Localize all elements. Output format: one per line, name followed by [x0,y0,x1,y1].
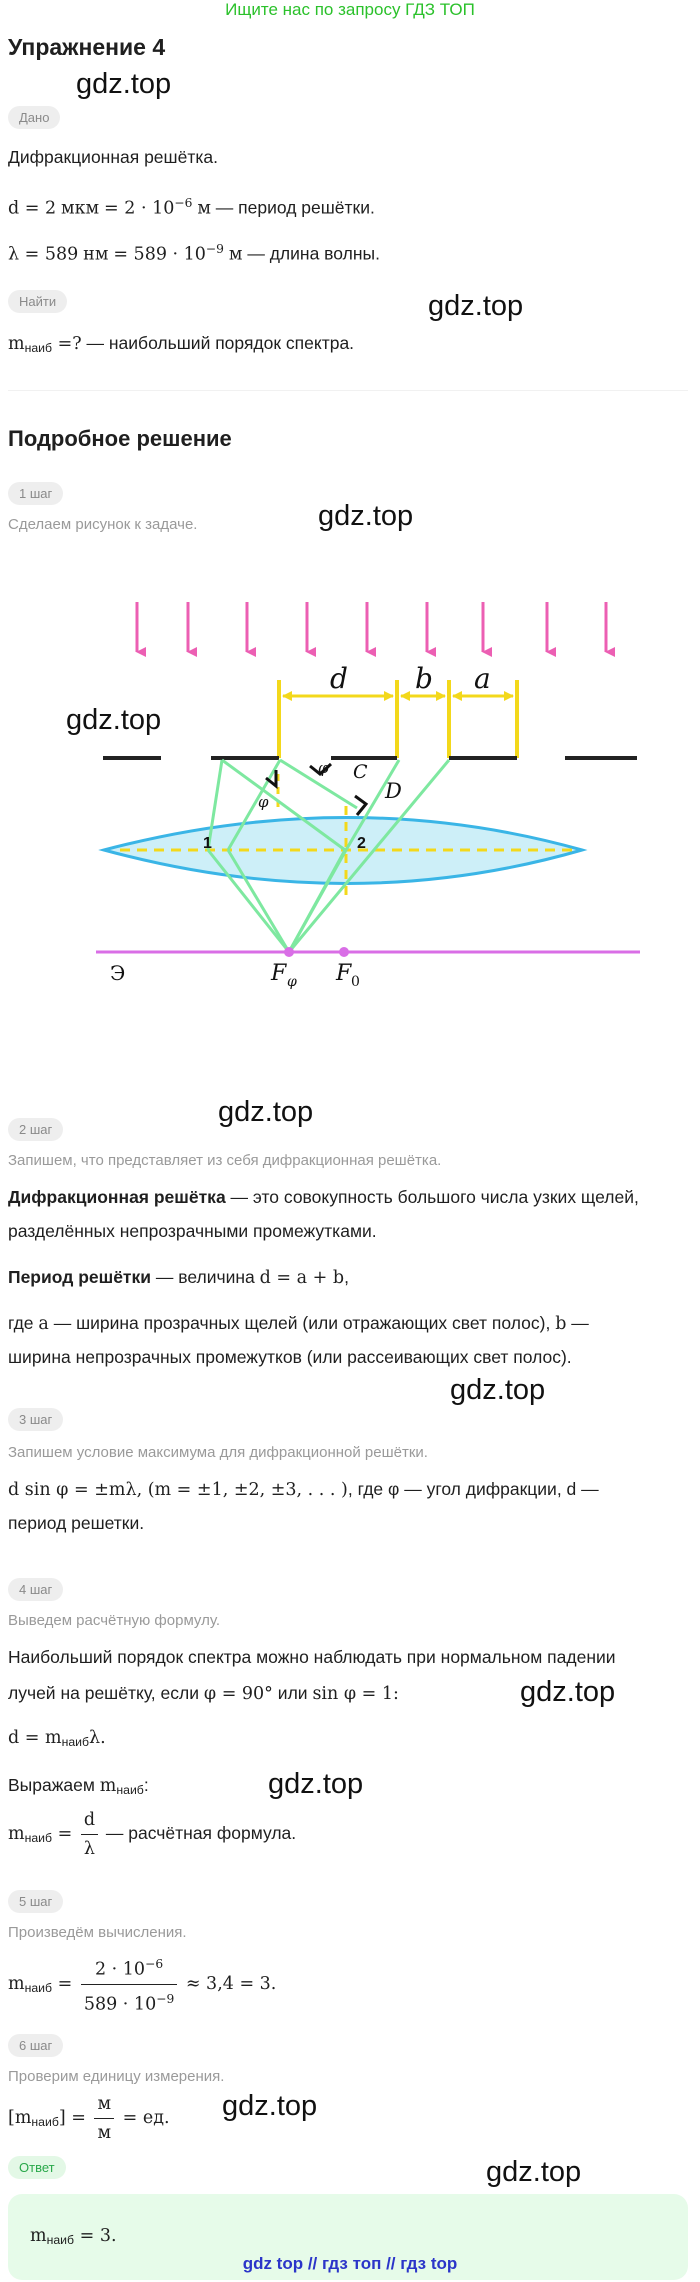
answer-tag: Ответ [8,2156,66,2179]
period-desc: — период решётки. [210,197,375,218]
eq2-num: d [81,1808,98,1835]
step2-where2: ширина непрозрачных промежутков (или рассеивающих свет полос). [8,1347,572,1367]
given-tag: Дано [8,106,60,129]
answer-sub: наиб [46,2233,75,2248]
right-angle-marks [266,764,366,815]
step5-calc [8,1952,276,2016]
label-2: 2 [357,835,366,852]
units-sub: наиб [31,2115,59,2130]
step4-eq2 [8,1808,296,1861]
watermark: gdz.top [520,1676,616,1708]
express-text: Выражаем [8,1775,100,1795]
watermark: gdz.top [268,1768,364,1800]
math-lambda: λ = 589 [8,244,79,265]
given-line1: Дифракционная решётка. [8,147,218,167]
step5-tag: 5 шаг [8,1890,63,1913]
step1-hint: Сделаем рисунок к задаче. [8,516,198,533]
watermark: gdz.top [450,1374,546,1406]
where-b-var: b [555,1314,567,1334]
where-b-text: — [566,1313,589,1333]
math-d: d = 2 [8,198,57,219]
term-grating: Дифракционная решётка [8,1187,226,1207]
find-line [8,326,354,365]
step4-express [8,1768,149,1807]
step3-tag: 3 шаг [8,1408,63,1431]
step2-where [8,1306,589,1341]
given-wavelength [8,232,380,272]
find-desc: — наибольший порядок спектра. [81,333,355,353]
term-period: Период решётки [8,1267,152,1287]
calc-den-exp: −9 [156,1991,175,2006]
units-left-end: ] [58,2108,66,2129]
label-a: a [474,662,491,695]
step3-formula-line [8,1472,599,1507]
step4-or: или [272,1683,313,1703]
label-b: b [415,662,433,695]
watermark: gdz.top [66,704,162,736]
step2-def2 [8,1260,349,1295]
step6-hint: Проверим единицу измерения. [8,2068,225,2085]
calc-num-exp: −6 [145,1957,164,1971]
step2-tag: 2 шаг [8,1118,63,1141]
eq2-eq: = [52,1824,78,1845]
unit-mkm: мкм [61,198,100,219]
def2: — величина [151,1267,260,1287]
eq2-left: m [8,1824,25,1845]
wavelength-desc: — длина волны. [242,243,380,264]
label-F-sub: φ [287,974,297,990]
find-tag: Найти [8,290,67,313]
sin-phi-1: sin φ = 1: [312,1684,399,1704]
step4-line2a: лучей на решётку, если [8,1683,204,1703]
calc-num [81,1952,177,1985]
eq2-sub: наиб [24,1831,53,1846]
answer-result: = 3. [74,2226,117,2246]
units-result: = ед. [117,2108,170,2129]
def2-math: d = a + b [259,1268,345,1288]
where-a: где [8,1313,39,1333]
calc-num-base: 2 · 10 [94,1959,146,1980]
step4-line1: Наибольший порядок спектра можно наблюдать при нормальном падении [8,1647,616,1667]
eq1a: d = m [8,1728,62,1748]
calc-den-base: 589 · 10 [83,1994,157,2015]
divider [8,390,688,391]
watermark: gdz.top [218,1096,314,1128]
unit-nm: нм [83,244,109,265]
calc-den [81,1985,177,2017]
label-D: D [385,779,402,803]
label-d: d [330,662,348,695]
grating-diagram [0,560,700,1020]
label-F: F [271,961,287,986]
focus-phi-point [284,947,294,957]
math-lambda-exp: −9 [205,242,224,256]
step2-hint: Запишем, что представляет из себя дифракционная решётка. [8,1152,442,1169]
step5-hint: Произведём вычисления. [8,1924,187,1941]
eq2-fraction [81,1808,98,1861]
max-condition: d sin φ = ±mλ, (m = ±1, ±2, ±3, . . . ) [8,1480,348,1500]
top-banner: Ищите нас по запросу ГДЗ ТОП [225,0,475,19]
given-period [8,186,375,226]
step4-eq1 [8,1720,106,1759]
unit-m: м [197,198,211,219]
answer-value [30,2218,117,2257]
watermark: gdz.top [76,68,172,100]
eq2-desc: — расчётная формула. [101,1823,297,1844]
units-fraction [94,2092,114,2145]
eq1-sub: наиб [61,1735,90,1750]
calc-sub: наиб [24,1980,53,1995]
step2-def1 [8,1180,639,1214]
step6-tag: 6 шаг [8,2034,63,2057]
units-den: м [97,2123,112,2143]
label-phi-left: φ [258,793,269,811]
incident-arrows [137,602,606,652]
math-m-sub: наиб [24,341,53,356]
step6-units [8,2092,170,2145]
unit-m2: м [228,244,243,265]
phi-90: φ = 90° [203,1684,273,1704]
step3-line2: период решетки. [8,1513,145,1533]
label-E: Э [110,961,126,985]
step3-text: , где φ — угол дифракции, d — [347,1479,599,1499]
step3-hint: Запишем условие максимума для дифракционной решётки. [8,1444,428,1461]
calc-eq: = [52,1973,78,1994]
watermark: gdz.top [486,2156,582,2188]
calc-left: m [8,1973,25,1994]
express-var: m [99,1776,117,1796]
step4-hint: Выведем расчётную формулу. [8,1612,221,1629]
label-phi-top: φ [318,759,329,777]
footer-links[interactable]: gdz top // гдз топ // гдз top [242,2254,458,2273]
calc-fraction [81,1952,177,2016]
def2-end: , [344,1267,349,1287]
math-d-exp: −6 [174,196,193,210]
math-m-rest: =? [52,334,82,354]
label-C: C [353,761,368,783]
focus-0-point [339,947,349,957]
math-lambda-mid: = 589 · 10 [113,244,206,265]
step4-tag: 4 шаг [8,1578,63,1601]
watermark: gdz.top [222,2090,318,2122]
def1a: — это совокупность большого числа узких щелей, [225,1187,639,1207]
where-a-var: a [38,1314,49,1334]
eq1b: λ. [89,1728,106,1748]
exercise-title: Упражнение 4 [8,34,166,60]
label-F0: F [336,961,352,986]
step1-tag: 1 шаг [8,482,63,505]
label-1: 1 [203,835,212,852]
units-num: м [94,2092,114,2119]
eq2-den: λ [83,1839,95,1859]
units-eq: = [65,2108,92,2129]
math-d-mid: = 2 · 10 [104,198,175,219]
express-end: : [143,1775,149,1795]
where-a-text: — ширина прозрачных щелей (или отражающих свет полос), [48,1313,556,1333]
solution-title: Подробное решение [8,426,232,451]
answer-var: m [30,2226,47,2246]
math-m: m [8,334,25,354]
express-sub: наиб [116,1783,144,1798]
watermark: gdz.top [428,290,524,322]
step4-line2 [8,1676,399,1711]
watermark: gdz.top [318,500,414,532]
step2-def1b: разделённых непрозрачными промежутками. [8,1221,377,1241]
units-left: [m [8,2108,32,2129]
label-F0-sub: 0 [351,974,360,990]
calc-result: ≈ 3,4 = 3. [180,1973,277,1994]
